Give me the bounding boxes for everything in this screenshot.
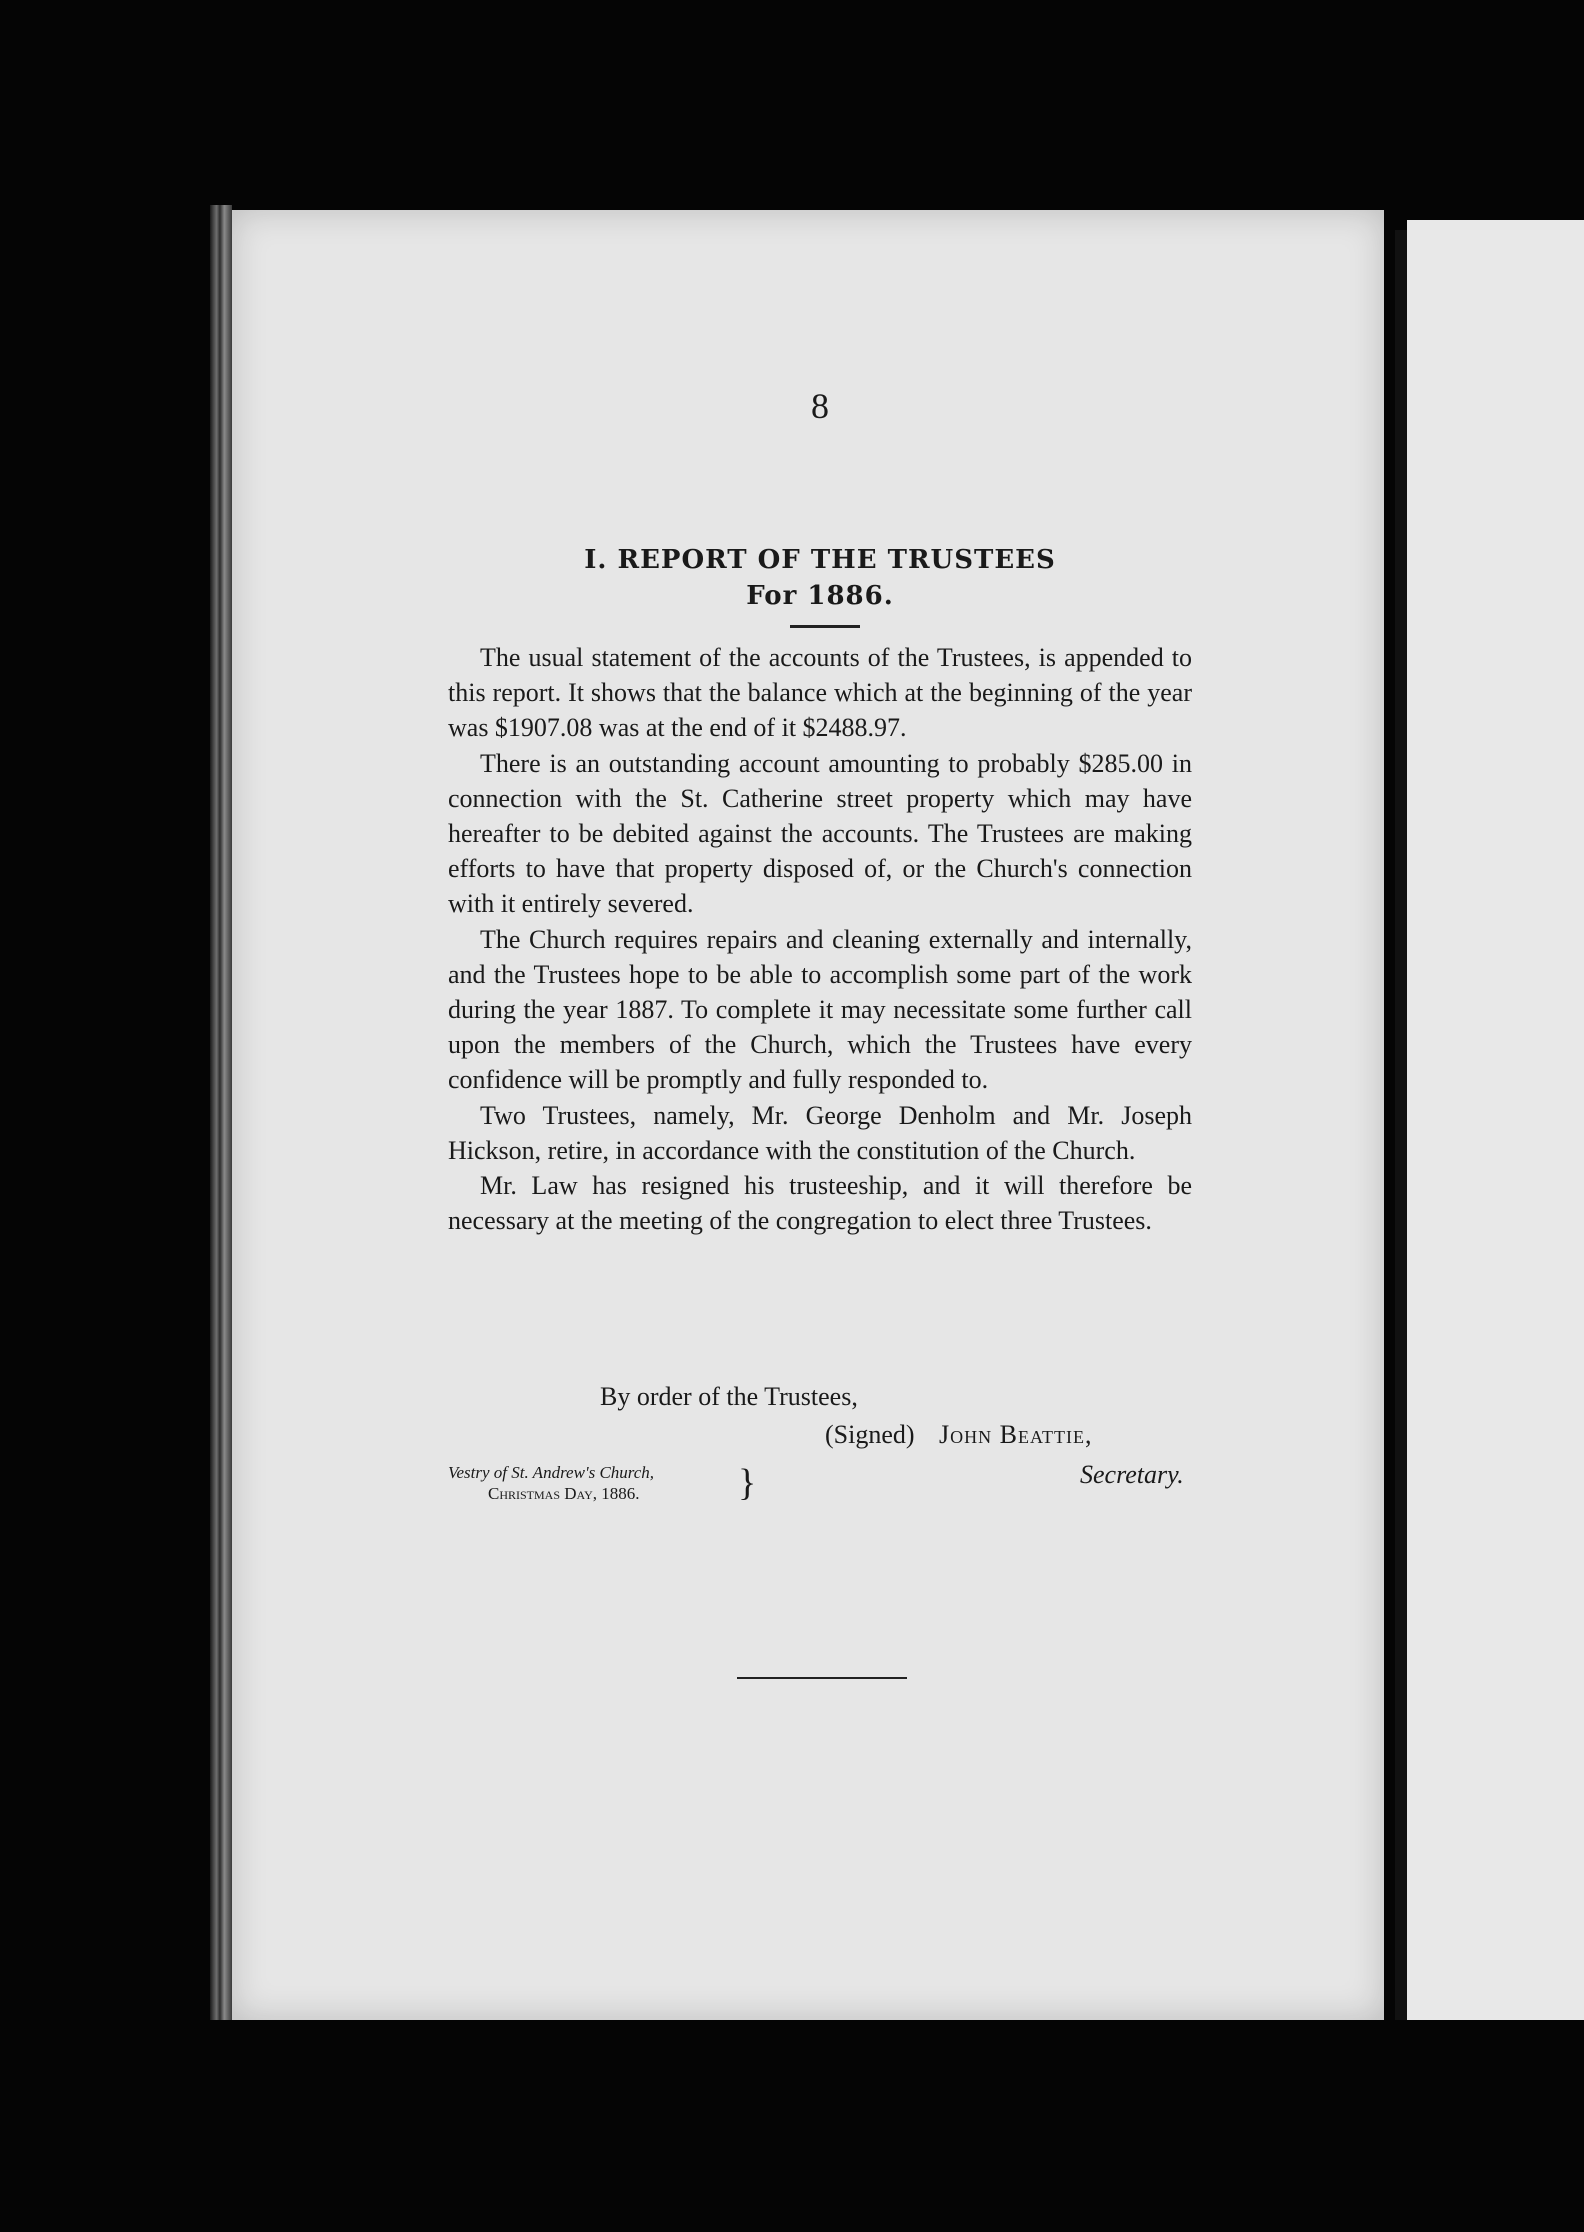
signed-label: (Signed): [825, 1420, 915, 1449]
paragraph-repairs: The Church requires repairs and cleaning externally and internally, and the Trustees hope to be able to accomplish some part of the work during the year 1887. To complete it may necessitate some further call upon the members of the Church, which the Trustees have every confidence will be promptly and fully responded to.: [448, 924, 1192, 1095]
heading-title: I. REPORT OF THE TRUSTEES: [584, 545, 1056, 575]
adjacent-page-edge: [1407, 220, 1584, 2020]
signer-name: John Beattie,: [939, 1420, 1093, 1449]
book-edge: [210, 205, 232, 2020]
paragraph-retiring-trustees: Two Trustees, namely, Mr. George Denholm and Mr. Joseph Hickson, retire, in accordance with the constitution of the Church.: [448, 1100, 1192, 1165]
signer-title: Secretary.: [1080, 1460, 1184, 1489]
report-heading: [300, 542, 1340, 614]
end-divider: [737, 1677, 907, 1679]
vestry-date: Christmas Day, 1886.: [488, 1484, 640, 1503]
gutter-shadow: [1395, 230, 1407, 2020]
paragraph-balance: The usual statement of the accounts of the Trustees, is appended to this report. It shows that the balance which at the beginning of the year was $1907.08 was at the end of it $2488.97.: [448, 643, 1192, 743]
paragraph-outstanding-account: There is an outstanding account amounting to probably $285.00 in connection with the St. Catherine street property which may have hereafter to be debited against the accounts. The Trustees are making efforts to have that property disposed of, or the Church's connection with it entirely severed.: [448, 748, 1192, 919]
brace-glyph: }: [738, 1462, 757, 1504]
vestry-dateline: [448, 1462, 654, 1504]
signoff-line: By order of the Trustees,: [600, 1382, 858, 1411]
signature-line: [825, 1420, 1092, 1450]
report-body: [448, 640, 1192, 1238]
heading-year: For 1886.: [746, 581, 894, 611]
heading-divider: [790, 625, 860, 628]
page-number: 8: [811, 386, 829, 426]
vestry-location: Vestry of St. Andrew's Church,: [448, 1463, 655, 1482]
paragraph-resignation: Mr. Law has resigned his trusteeship, and it will therefore be necessary at the meeting of the congregation to elect three Trustees.: [448, 1171, 1192, 1236]
